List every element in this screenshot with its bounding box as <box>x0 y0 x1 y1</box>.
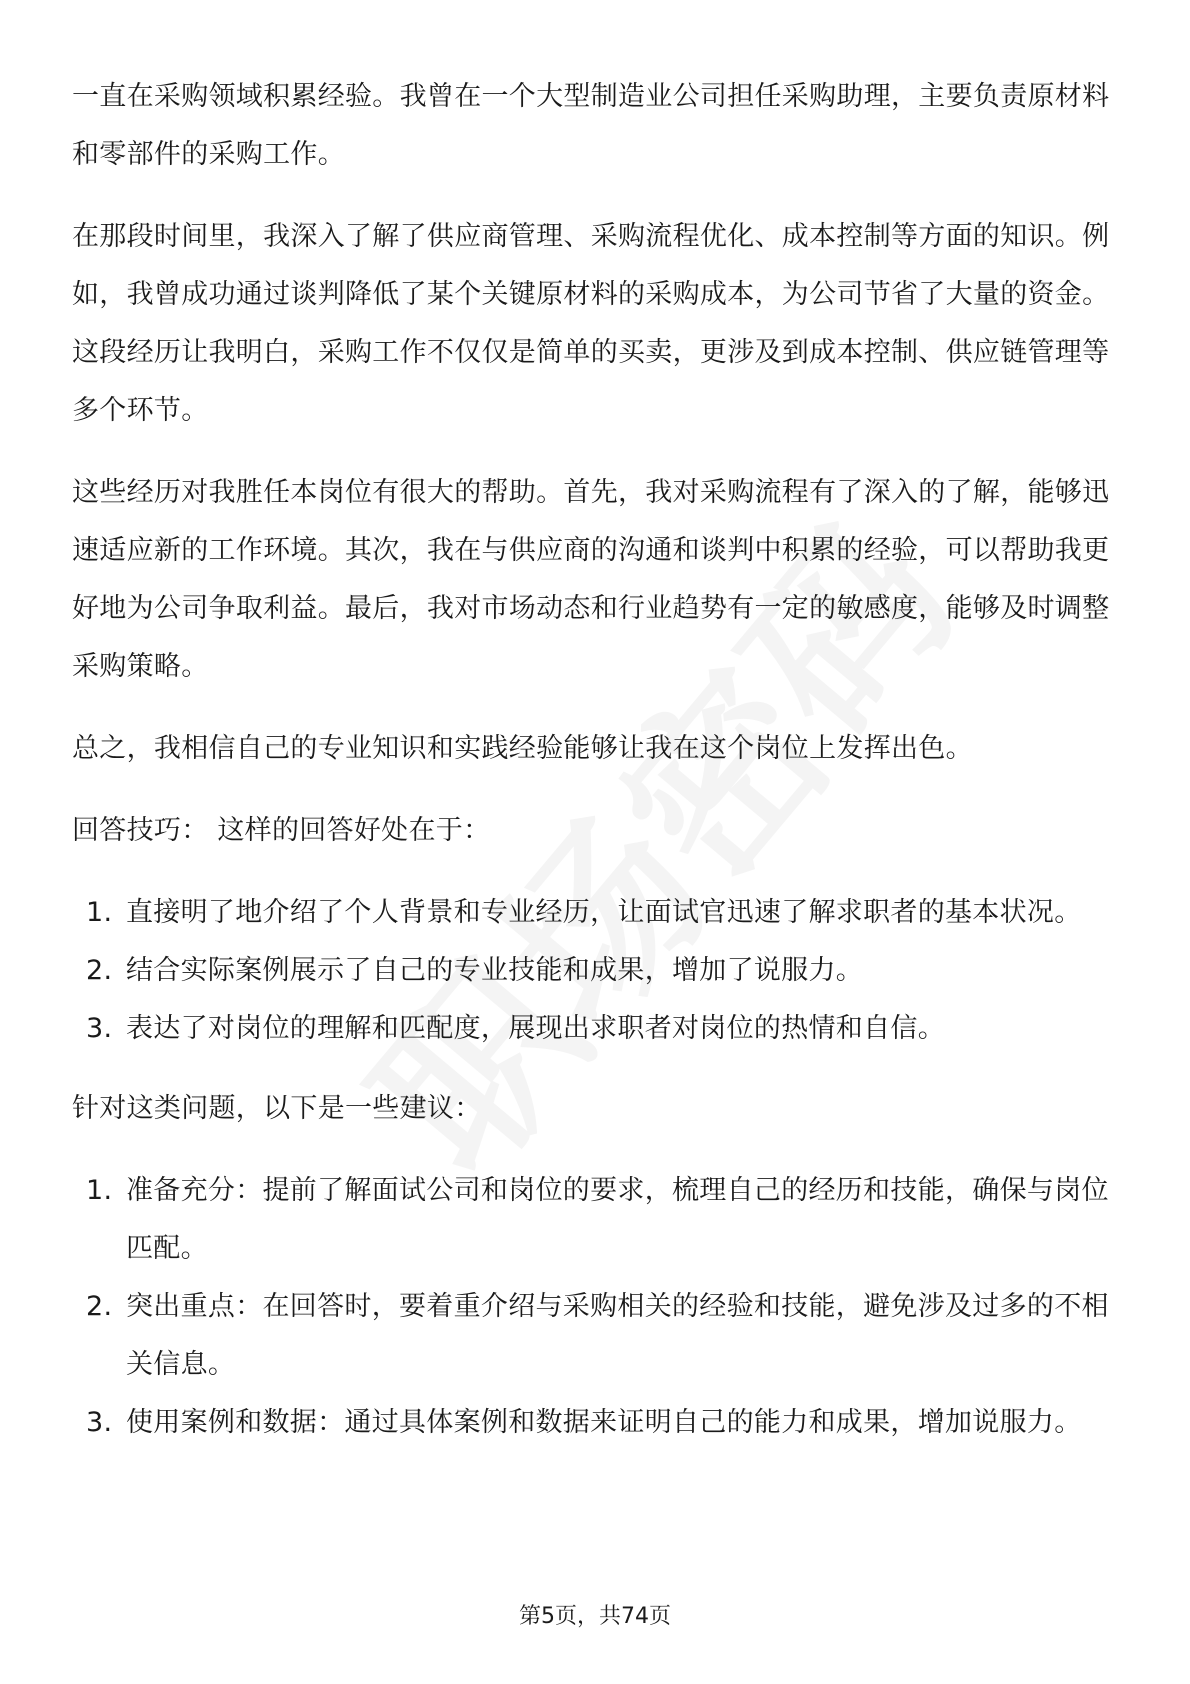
paragraph-knowledge: 在那段时间里，我深入了解了供应商管理、采购流程优化、成本控制等方面的知识。例如，我曾成功通过谈判降低了某个关键原材料的采购成本，为公司节省了大量的资金。这段经历让我明白，采购工作不仅仅是简单的买卖，更涉及到成本控制、供应链管理等多个环节。 <box>72 221 1110 426</box>
list-item-text: 表达了对岗位的理解和匹配度，展现出求职者对岗位的热情和自信。 <box>126 1013 945 1044</box>
list-item-text: 突出重点：在回答时，要着重介绍与采购相关的经验和技能，避免涉及过多的不相关信息。 <box>126 1291 1109 1380</box>
page-number-footer: 第5页，共74页 <box>519 1604 671 1629</box>
list-item <box>72 1394 1122 1452</box>
list-item <box>72 1000 1122 1058</box>
paragraph-benefits: 这些经历对我胜任本岗位有很大的帮助。首先，我对采购流程有了深入的了解，能够迅速适应新的工作环境。其次，我在与供应商的沟通和谈判中积累的经验，可以帮助我更好地为公司争取利益。最后，我对市场动态和行业趋势有一定的敏感度，能够及时调整采购策略。 <box>72 477 1110 682</box>
advice-heading: 针对这类问题，以下是一些建议： <box>72 1093 482 1124</box>
list-item-text: 准备充分：提前了解面试公司和岗位的要求，梳理自己的经历和技能，确保与岗位匹配。 <box>126 1175 1109 1264</box>
list-item <box>72 884 1122 942</box>
list-item-text: 结合实际案例展示了自己的专业技能和成果，增加了说服力。 <box>126 955 864 986</box>
paragraph-conclusion: 总之，我相信自己的专业知识和实践经验能够让我在这个岗位上发挥出色。 <box>72 733 973 764</box>
list-item-text: 直接明了地介绍了个人背景和专业经历，让面试官迅速了解求职者的基本状况。 <box>126 897 1082 928</box>
list-number: 1. <box>86 1175 113 1206</box>
list-item <box>72 942 1122 1000</box>
list-number: 1. <box>86 897 113 928</box>
tips-heading: 回答技巧： 这样的回答好处在于： <box>72 815 491 846</box>
page-content <box>72 68 1122 1474</box>
list-item-text: 使用案例和数据：通过具体案例和数据来证明自己的能力和成果，增加说服力。 <box>126 1407 1082 1438</box>
advice-list <box>72 1162 1122 1452</box>
tips-list <box>72 884 1122 1058</box>
list-item <box>72 1162 1122 1278</box>
list-item <box>72 1278 1122 1394</box>
list-number: 2. <box>86 955 113 986</box>
list-number: 3. <box>86 1013 113 1044</box>
list-number: 2. <box>86 1291 113 1322</box>
list-number: 3. <box>86 1407 113 1438</box>
paragraph-experience: 一直在采购领域积累经验。我曾在一个大型制造业公司担任采购助理，主要负责原材料和零部件的采购工作。 <box>72 81 1110 170</box>
